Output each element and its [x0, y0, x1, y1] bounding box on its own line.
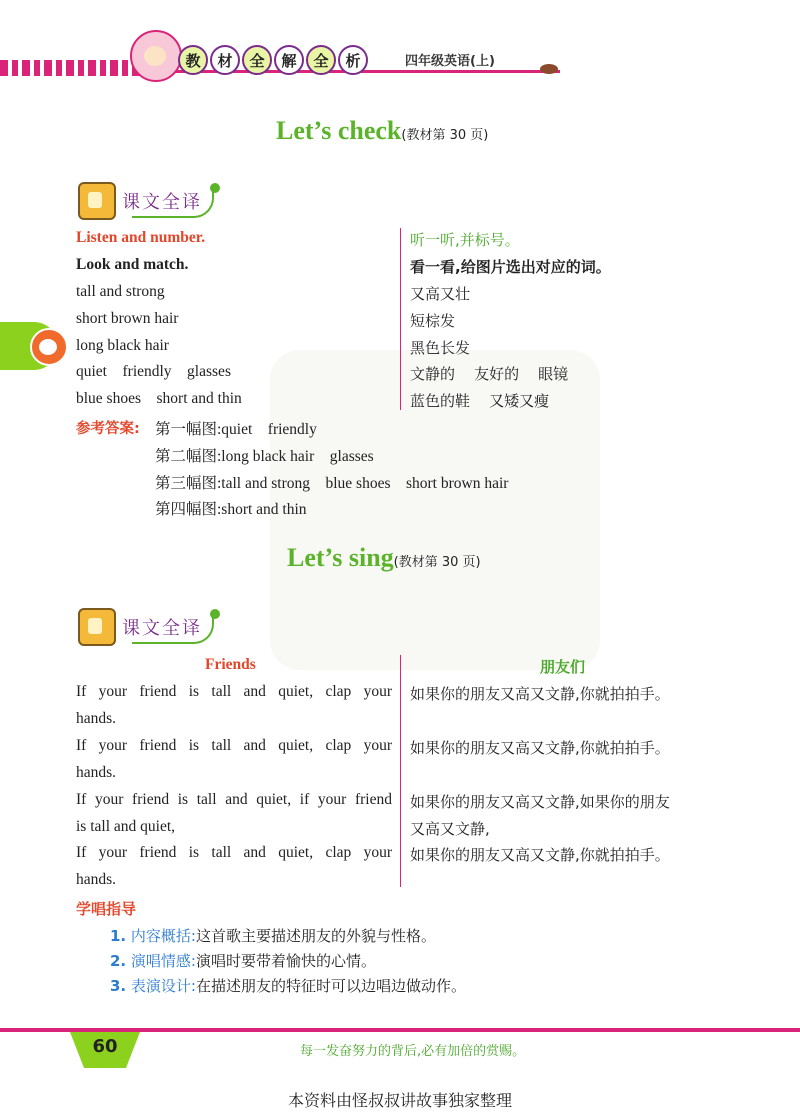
song-line-zh: 如果你的朋友又高又文静,你就拍拍手。	[410, 685, 670, 703]
song-line-en: is tall and quiet,	[76, 818, 176, 835]
guide-item	[110, 975, 466, 996]
check-row-en: tall and strong	[76, 283, 165, 300]
song-title-zh: 朋友们	[540, 658, 586, 676]
page-number: 60	[92, 1036, 118, 1057]
song-line-zh: 又高又文静,	[410, 820, 490, 838]
sing-title-text: Let’s sing	[287, 543, 394, 572]
check-row-en: short brown hair	[76, 310, 179, 327]
check-row-zh: 蓝色的鞋 又矮又瘦	[410, 392, 550, 410]
check-row-zh: 文静的 友好的 眼镜	[410, 365, 569, 383]
translation-label: 课文全译	[122, 192, 202, 213]
answer-line: 第四幅图:short and thin	[155, 501, 307, 518]
check-translation-badge	[78, 182, 220, 220]
sing-ref: (教材第 30 页)	[393, 555, 481, 570]
answer-line: 第二幅图:long black hair glasses	[155, 448, 374, 465]
book-mascot-icon	[78, 182, 116, 220]
check-ref: (教材第 30 页)	[401, 128, 489, 143]
guide-item	[110, 950, 376, 971]
guide-num: 3.	[110, 977, 127, 995]
footer-motto: 每一发奋努力的背后,必有加倍的赏赐。	[300, 1044, 526, 1059]
song-line-zh: 如果你的朋友又高又文静,你就拍拍手。	[410, 846, 670, 864]
song-line-en: hands.	[76, 764, 117, 781]
check-row-en: Look and match.	[76, 256, 189, 273]
guide-label: 内容概括:	[130, 927, 196, 945]
check-row-zh: 黑色长发	[410, 339, 471, 357]
book-mascot-icon	[78, 608, 116, 646]
answer-line: 第一幅图:quiet friendly	[155, 421, 317, 438]
guide-title: 学唱指导	[76, 900, 137, 918]
check-row-zh: 听一听,并标号。	[410, 231, 520, 249]
check-row-en: long black hair	[76, 337, 169, 354]
guide-text: 在描述朋友的特征时可以边唱边做动作。	[195, 977, 466, 995]
translation-label: 课文全译	[122, 618, 202, 639]
header-badge: 析	[338, 45, 368, 75]
header-badge: 全	[306, 45, 336, 75]
pen-icon	[540, 64, 558, 74]
sing-divider	[400, 655, 401, 887]
guide-text: 演唱时要带着愉快的心情。	[195, 952, 376, 970]
guide-item	[110, 925, 436, 946]
song-line-zh: 如果你的朋友又高又文静,如果你的朋友	[410, 793, 670, 811]
answer-label: 参考答案:	[76, 421, 140, 437]
badge-dot	[210, 609, 220, 619]
header-subtitle: 四年级英语(上)	[405, 54, 495, 69]
check-title-text: Let’s check	[276, 116, 402, 145]
guide-num: 2.	[110, 952, 127, 970]
song-line-en: If your friend is tall and quiet, clap your	[76, 737, 392, 754]
header-badge: 全	[242, 45, 272, 75]
song-line-zh: 如果你的朋友又高又文静,你就拍拍手。	[410, 739, 670, 757]
guide-num: 1.	[110, 927, 127, 945]
song-line-en: hands.	[76, 710, 117, 727]
sing-title	[287, 543, 481, 573]
check-title	[276, 116, 488, 146]
check-row-en: Listen and number.	[76, 229, 206, 246]
fox-mascot-icon	[30, 328, 68, 366]
check-row-zh: 又高又壮	[410, 285, 471, 303]
check-row-zh: 看一看,给图片选出对应的词。	[410, 258, 611, 276]
footer-line	[0, 1028, 800, 1032]
header-badge: 教	[178, 45, 208, 75]
header-badge: 材	[210, 45, 240, 75]
song-line-en: hands.	[76, 871, 117, 888]
check-divider	[400, 228, 401, 410]
badge-dot	[210, 183, 220, 193]
guide-label: 表演设计:	[130, 977, 196, 995]
badge-swoosh	[132, 192, 214, 218]
answer-line: 第三幅图:tall and strong blue shoes short brown hair	[155, 475, 509, 492]
guide-label: 演唱情感:	[130, 952, 196, 970]
check-row-en: quiet friendly glasses	[76, 363, 231, 380]
song-line-en: If your friend is tall and quiet, if your friend	[76, 791, 392, 808]
footer-note: 本资料由怪叔叔讲故事独家整理	[287, 1091, 512, 1110]
girl-mascot-icon	[130, 30, 182, 82]
header-badge: 解	[274, 45, 304, 75]
header-badges	[178, 45, 368, 75]
guide-text: 这首歌主要描述朋友的外貌与性格。	[195, 927, 436, 945]
check-row-en: blue shoes short and thin	[76, 390, 242, 407]
badge-swoosh	[132, 618, 214, 644]
song-title-en: Friends	[205, 656, 256, 673]
sing-translation-badge	[78, 608, 220, 646]
check-row-zh: 短棕发	[410, 312, 456, 330]
song-line-en: If your friend is tall and quiet, clap your	[76, 683, 392, 700]
song-line-en: If your friend is tall and quiet, clap your	[76, 844, 392, 861]
